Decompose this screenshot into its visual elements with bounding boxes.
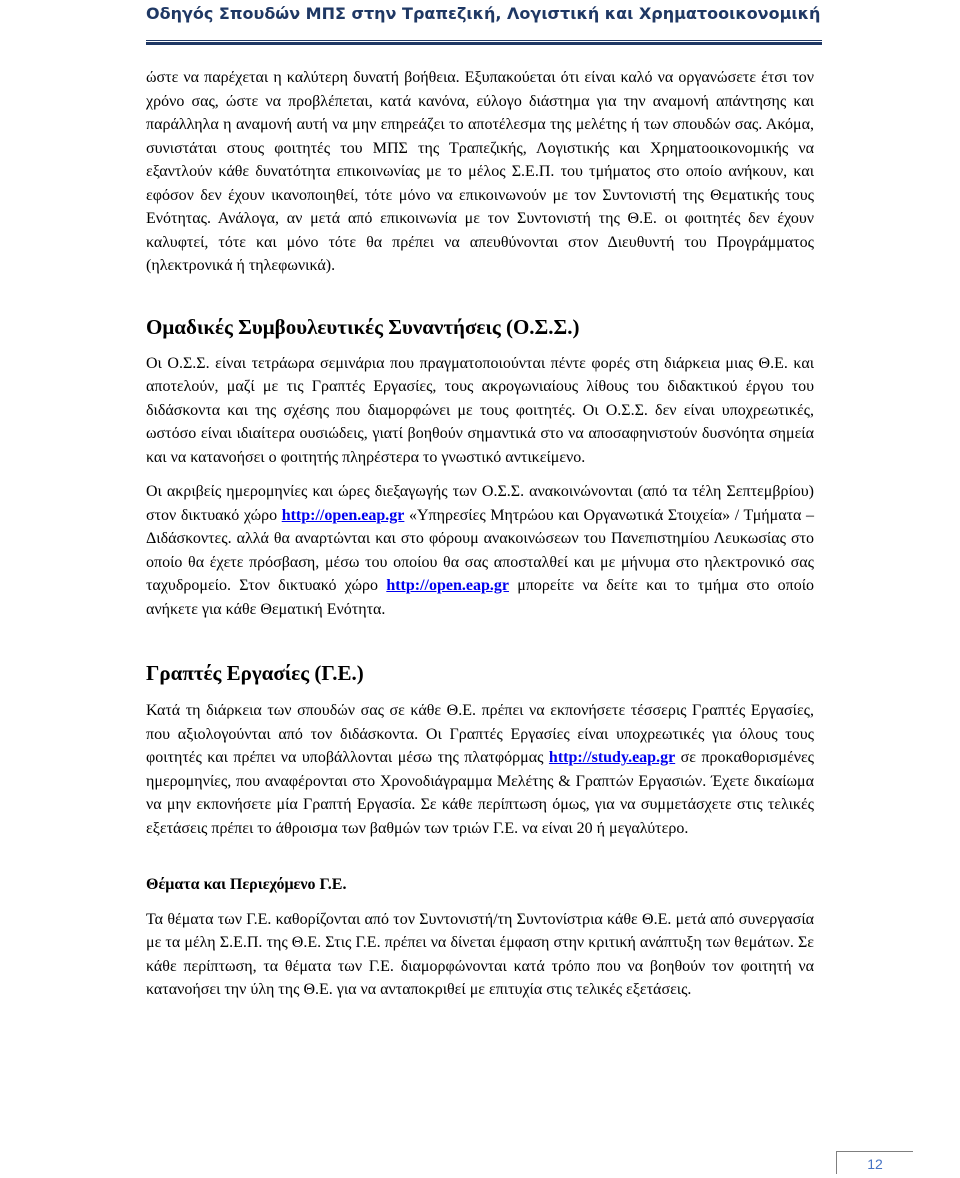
oss-paragraph-2-part-c: μπορείτε να δείτε και το τμήμα στο οποίο ανήκετε για κάθε Θεματική Ενότητα. <box>146 577 815 618</box>
topics-paragraph: Τα θέματα των Γ.Ε. καθορίζονται από τον Συντονιστή/τη Συντονίστρια κάθε Θ.Ε. μετά από συνεργασία με τα μέλη Σ.Ε.Π. της Θ.Ε. Στις Γ.Ε. πρέπει να δίνεται έμφαση στην κριτική ανάπτυξη των θεμάτων. Σε κάθε περίπτωση, τα θέματα των Γ.Ε. διαμορφώνονται κατά τρόπο που να βοηθούν τον φοιτητή να κατανοήσει την ύλη της Θ.Ε. για να ανταποκριθεί με επιτυχία στις τελικές εξετάσεις. <box>146 910 814 998</box>
page-number-box <box>836 1151 913 1174</box>
oss-heading: Ομαδικές Συμβουλευτικές Συναντήσεις (Ο.Σ.Σ.) <box>146 314 580 339</box>
intro-paragraph: ώστε να παρέχεται η καλύτερη δυνατή βοήθεια. Εξυπακούεται ότι είναι καλό να οργανώσετε έτσι τον χρόνο σας, ώστε να προβλέπεται, κατά κανόνα, εύλογο διάστημα για την αναμονή απάντησης και παράλληλα η αναμονή αυτή να μην επηρεάζει το αποτέλεσμα της μελέτης ή των σπουδών σας. Ακόμα, συνιστάται στους φοιτητές του ΜΠΣ της Τραπεζικής, Λογιστικής και Χρηματοοικονομικής να εξαντλούν κάθε δυνατότητα επικοινωνίας με το μέλος Σ.Ε.Π. του τμήματος στο οποίο ανήκουν, και εφόσον δεν έχουν ικανοποιηθεί, τότε μόνο να επικοινωνούν με τον Συντονιστή της Θεματικής τους Ενότητας. Ανάλογα, αν μετά από επικοινωνία με τον Συντονιστή της Θ.Ε. οι φοιτητές δεν έχουν καλυφτεί, τότε και μόνο τότε θα πρέπει να απευθύνονται στον Διευθυντή του Προγράμματος (ηλεκτρονικά ή τηλεφωνικά). <box>146 69 814 274</box>
study-eap-link[interactable]: http://study.eap.gr <box>548 749 676 766</box>
oss-paragraph-2-part-a: Οι ακριβείς ημερομηνίες και ώρες διεξαγωγής των Ο.Σ.Σ. ανακοινώνονται (από τα τέλη Σεπτεμβρίου) στον δικτυακό χώρο <box>146 483 814 524</box>
ge-paragraph-part-a: Κατά τη διάρκεια των σπουδών σας σε κάθε Θ.Ε. πρέπει να εκπονήσετε τέσσερις Γραπτές Εργασίες, που αξιολογούνται από τον διδάσκοντα. Οι Γραπτές Εργασίες είναι υποχρεωτικές για όλους τους φοιτητές και πρέπει να υποβάλλονται μέσω της πλατφόρμας <box>146 702 814 766</box>
ge-heading: Γραπτές Εργασίες (Γ.Ε.) <box>146 661 364 685</box>
topics-heading: Θέματα και Περιεχόμενο Γ.Ε. <box>146 876 347 893</box>
oss-paragraph-2-part-b: «Υπηρεσίες Μητρώου και Οργανωτικά Στοιχεία» / Τμήματα – Διδάσκοντες. αλλά θα αναρτώνται και στο φόρουμ ανακοινώσεων του Πανεπιστημίου Λευκωσίας στο οποίο θα έχετε πρόσβαση, μέσω του οποίου θα σας αποσταλθεί και με μήνυμα στο ηλεκτρονικό σας ταχυδρομείο. Στον δικτυακό χώρο <box>146 506 815 594</box>
header-rule-thin <box>146 40 822 41</box>
ge-paragraph <box>146 699 814 840</box>
header-rule-thick <box>146 42 822 45</box>
oss-paragraph-2 <box>146 480 814 621</box>
oss-paragraph-1: Οι Ο.Σ.Σ. είναι τετράωρα σεμινάρια που πραγματοποιούνται πέντε φορές στη διάρκεια μιας Θ.Ε. και αποτελούν, μαζί με τις Γραπτές Εργασίες, τους ακρογωνιαίους λίθους του διδακτικού έργου του διδάσκοντα και της σχέσης που διαμορφώνει με τους φοιτητές. Οι Ο.Σ.Σ. δεν είναι υποχρεωτικές, ωστόσο είναι ιδιαίτερα ουσιώδεις, γιατί βοηθούν σημαντικά στο να αποσαφηνιστούν δυσνόητα σημεία και να κατανοήσει ο φοιτητής πληρέστερα το γνωστικό αντικείμενο. <box>146 354 814 466</box>
page-number: 12 <box>867 1156 883 1172</box>
page-content <box>146 66 814 1002</box>
running-header: Οδηγός Σπουδών ΜΠΣ στην Τραπεζική, Λογιστική και Χρηματοοικονομική <box>146 4 821 23</box>
open-eap-link-2[interactable]: http://open.eap.gr <box>386 577 509 594</box>
ge-paragraph-part-b: σε προκαθορισμένες ημερομηνίες, που αναφέρονται στο Χρονοδιάγραμμα Μελέτης & Γραπτών Εργασιών. Έχετε δικαίωμα να μην εκπονήσετε μία Γραπτή Εργασία. Σε κάθε περίπτωση όμως, για να συμμετάσχετε στις τελικές εξετάσεις πρέπει το άθροισμα των βαθμών των τριών Γ.Ε. να είναι 20 ή μεγαλύτερο. <box>146 749 815 837</box>
open-eap-link-1[interactable]: http://open.eap.gr <box>281 506 405 524</box>
